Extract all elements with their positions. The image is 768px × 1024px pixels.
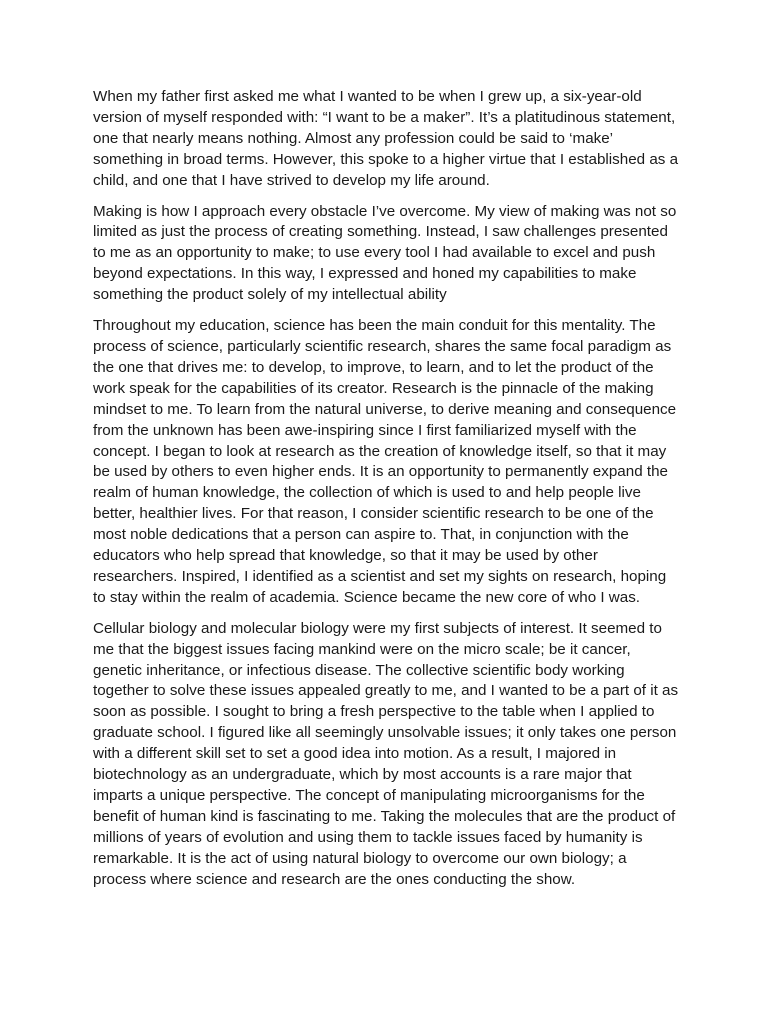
paragraph-2: Making is how I approach every obstacle I’ve overcome. My view of making was not so limited as just the process of creating something. Instead, I saw challenges presented to me as an opportunity to make; to use every tool I had available to excel and push beyond expectations. In this way, I expressed and honed my capabilities to make something the product solely of my intellectual ability: [93, 202, 677, 304]
paragraph-3: Throughout my education, science has been the main conduit for this mentality. The process of science, particularly scientific research, shares the same focal paradigm as the one that drives me: to develop, to improve, to learn, and to let the product of the work speak for the capabilities of its creator. Research is the pinnacle of the making mindset to me. To learn from the natural universe, to derive meaning and consequence from the unknown has been awe-inspiring since I first familiarized myself with the concept. I began to look at research as the creation of knowledge itself, so that it may be used by others to even higher ends. It is an opportunity to permanently expand the realm of human knowledge, the collection of which is used to and help people live better, healthier lives. For that reason, I consider scientific research to be one of the most noble dedications that a person can aspire to. That, in conjunction with the educators who help spread that knowledge, so that it may be used by other researchers. Inspired, I identified as a scientist and set my sights on research, hoping to stay within the realm of academia. Science became the new core of who I was.: [93, 317, 677, 606]
paragraph-1: When my father first asked me what I wanted to be when I grew up, a six-year-old version of myself responded with: “I want to be a maker”. It’s a platitudinous statement, one that nearly means nothing. Almost any profession could be said to ‘make’ something in broad terms. However, this spoke to a higher virtue that I established as a child, and one that I have strived to develop my life around.: [93, 88, 679, 189]
paragraph-4: Cellular biology and molecular biology were my first subjects of interest. It seemed to me that the biggest issues facing mankind were on the micro scale; be it cancer, genetic inheritance, or infectious disease. The collective scientific body working together to solve these issues appealed greatly to me, and I wanted to be a part of it as soon as possible. I sought to bring a fresh perspective to the table when I applied to graduate school. I figured like all seemingly unsolvable issues; it only takes one person with a different skill set to set a good idea into motion. As a result, I majored in biotechnology as an undergraduate, which by most accounts is a rare major that imparts a unique perspective. The concept of manipulating microorganisms for the benefit of human kind is fascinating to me. Taking the molecules that are the product of millions of years of evolution and using them to tackle issues faced by humanity is remarkable. It is the act of using natural biology to overcome our own biology; a process where science and research are the ones conducting the show.: [93, 619, 679, 888]
document-body: [93, 87, 681, 901]
